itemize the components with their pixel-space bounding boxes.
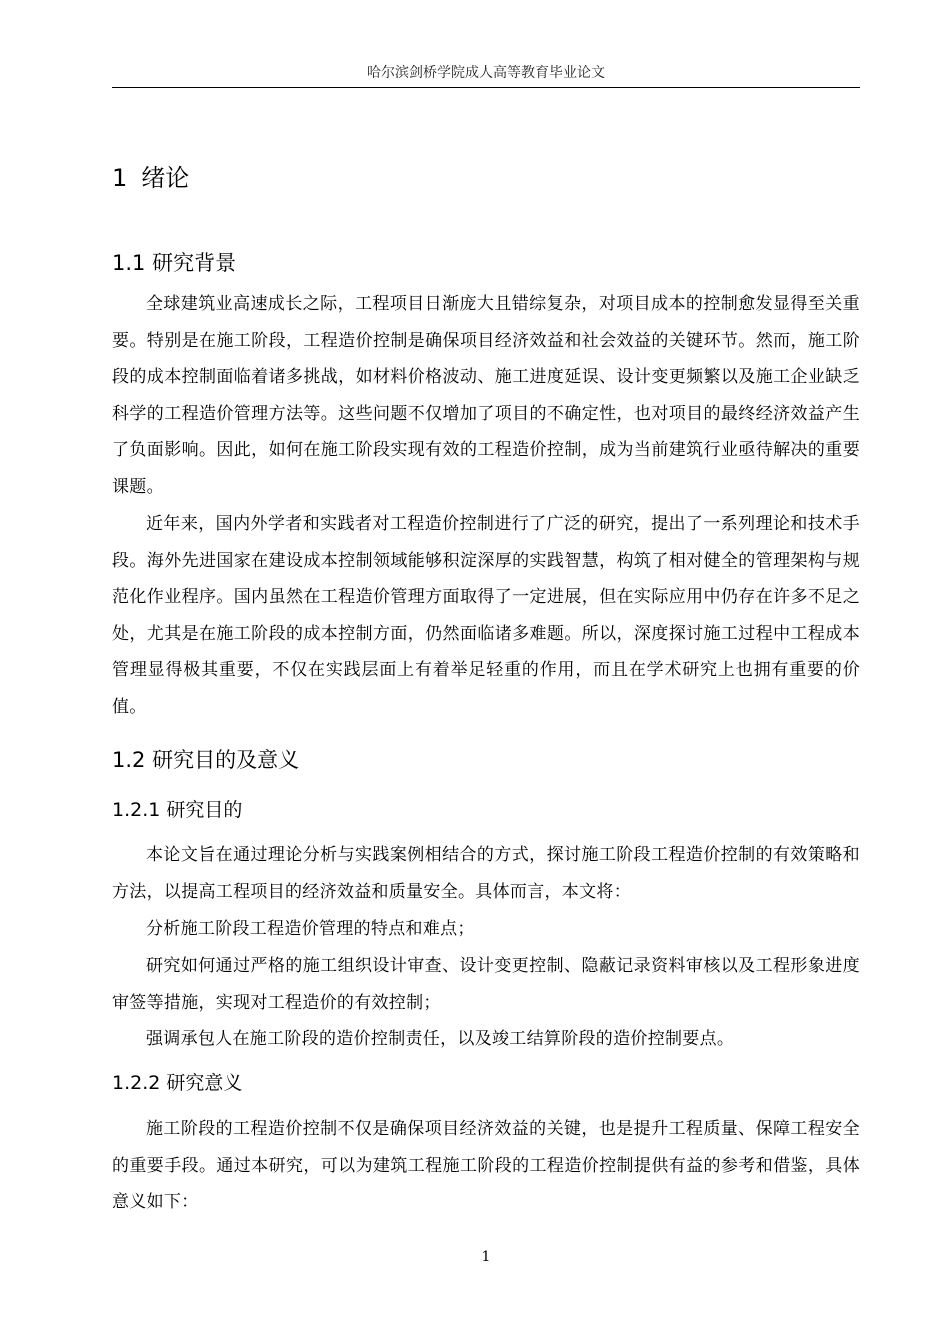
header-divider [112,87,860,88]
paragraph-purpose-item-3: 强调承包人在施工阶段的造价控制责任，以及竣工结算阶段的造价控制要点。 [146,1029,735,1049]
paragraph-background-2: 近年来，国内外学者和实践者对工程造价控制进行了广泛的研究，提出了一系列理论和技术手段。海外先进国家在建设成本控制领域能够积淀深厚的实践智慧，构筑了相对健全的管理架构与规范化作业程序。国内虽然在工程造价管理方面取得了一定进展，但在实际应用中仍存在许多不足之处，尤其是在施工阶段的成本控制方面，仍然面临诸多难题。所以，深度探讨施工过程中工程成本管理显得极其重要，不仅在实践层面上有着举足轻重的作用，而且在学术研究上也拥有重要的价值。 [112,514,860,717]
section-heading-purpose-significance: 1.2 研究目的及意义 [112,748,300,772]
chapter-title: 绪论 [141,164,190,192]
page-number: 1 [481,1249,491,1265]
paragraph-purpose-item-1: 分析施工阶段工程造价管理的特点和难点； [146,919,475,939]
paragraph-purpose-1: 本论文旨在通过理论分析与实践案例相结合的方式，探讨施工阶段工程造价控制的有效策略和方法，以提高工程项目的经济效益和质量安全。具体而言，本文将： [112,845,860,902]
subsection-heading-significance: 1.2.2 研究意义 [112,1072,243,1094]
chapter-heading [112,160,189,196]
section-heading-background: 1.1 研究背景 [112,251,237,275]
running-header: 哈尔滨剑桥学院成人高等教育毕业论文 [367,65,605,81]
subsection-heading-purpose: 1.2.1 研究目的 [112,799,243,821]
paragraph-background-1: 全球建筑业高速成长之际，工程项目日渐庞大且错综复杂，对项目成本的控制愈发显得至关重要。特别是在施工阶段，工程造价控制是确保项目经济效益和社会效益的关键环节。然而，施工阶段的成本控制面临着诸多挑战，如材料价格波动、施工进度延误、设计变更频繁以及施工企业缺乏科学的工程造价管理方法等。这些问题不仅增加了项目的不确定性，也对项目的最终经济效益产生了负面影响。因此，如何在施工阶段实现有效的工程造价控制，成为当前建筑行业亟待解决的重要课题。 [112,294,860,497]
paragraph-significance-1: 施工阶段的工程造价控制不仅是确保项目经济效益的关键，也是提升工程质量、保障工程安全的重要手段。通过本研究，可以为建筑工程施工阶段的工程造价控制提供有益的参考和借鉴，具体意义如下： [112,1119,860,1213]
paragraph-purpose-item-2: 研究如何通过严格的施工组织设计审查、设计变更控制、隐蔽记录资料审核以及工程形象进度审签等措施，实现对工程造价的有效控制； [112,956,860,1013]
chapter-number: 1 [112,164,128,192]
